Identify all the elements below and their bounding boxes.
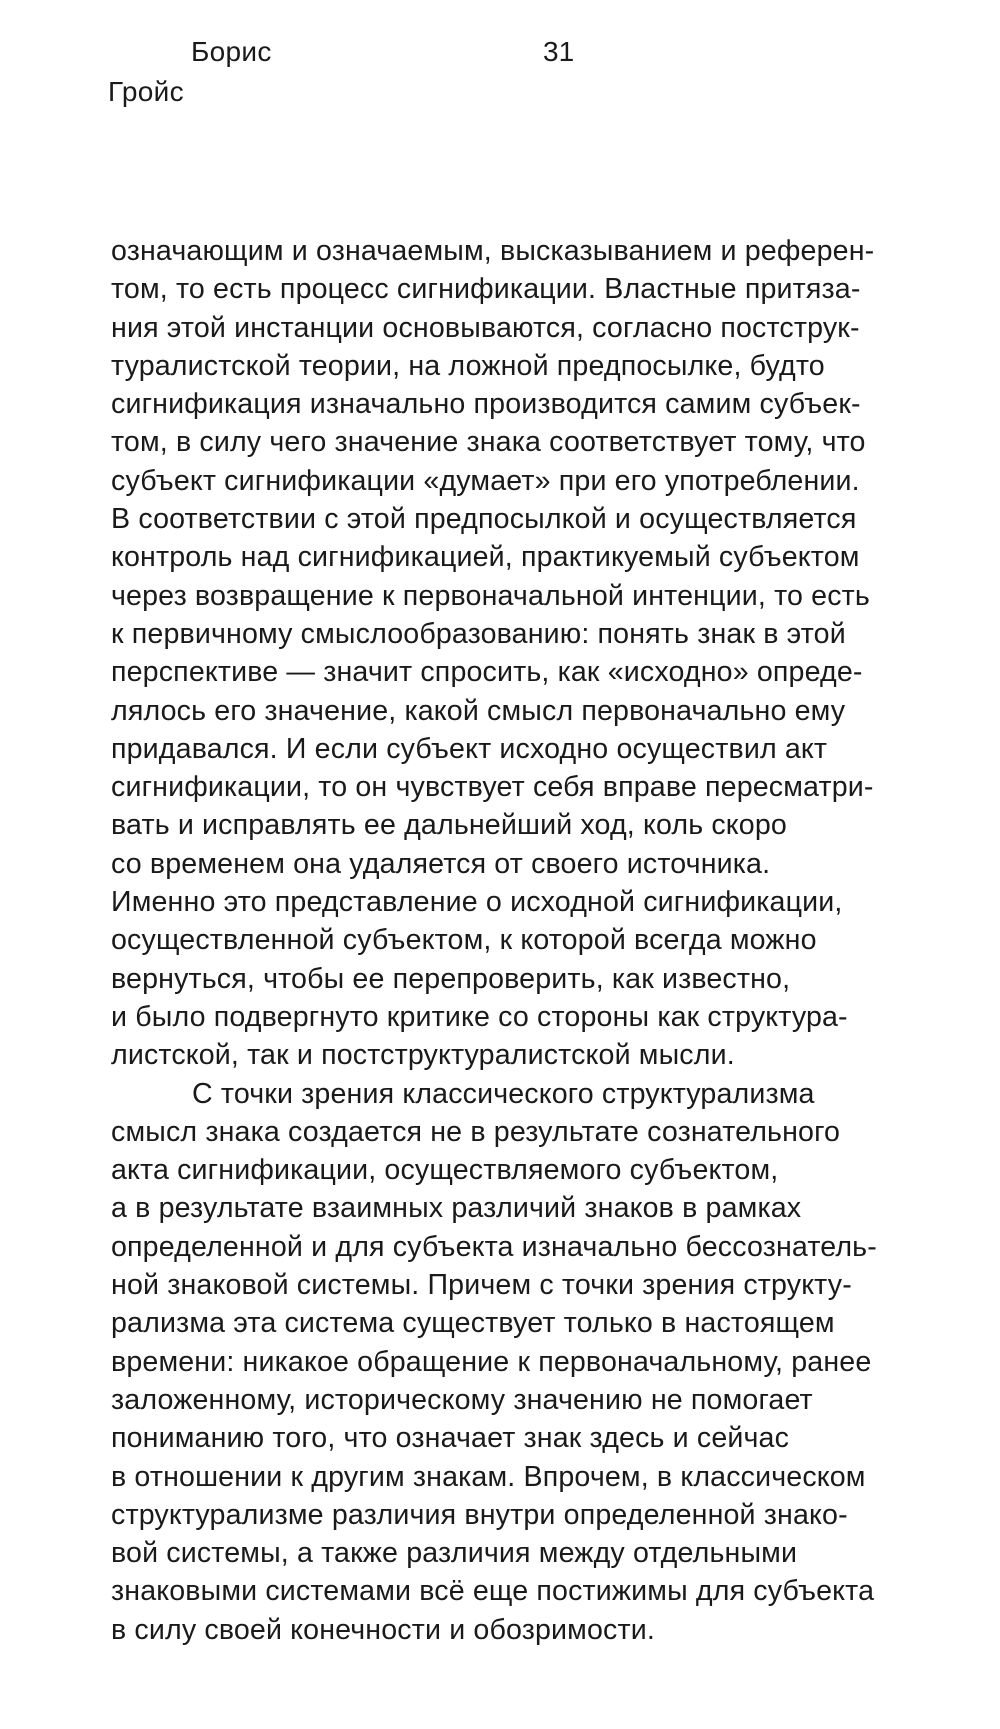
text-line: сигнификация изначально производится самим субъек- xyxy=(111,388,861,421)
text-line: вать и исправлять ее дальнейший ход, коль скоро xyxy=(111,809,787,842)
paragraph-first-line: С точки зрения классического структурализма xyxy=(192,1077,815,1110)
text-line: в силу своей конечности и обозримости. xyxy=(111,1613,655,1646)
text-line: рализма эта система существует только в настоящем xyxy=(111,1307,835,1340)
text-line: вернуться, чтобы ее перепроверить, как известно, xyxy=(111,962,791,995)
page-number: 31 xyxy=(543,36,575,67)
author-first-name: Борис xyxy=(191,36,272,67)
text-line: смысл знака создается не в результате сознательного xyxy=(111,1115,841,1148)
text-line: и было подвергнуто критике со стороны как структура- xyxy=(111,1000,848,1033)
text-line: определенной и для субъекта изначально бессознатель- xyxy=(111,1230,877,1263)
text-line: вой системы, а также различия между отдельными xyxy=(111,1537,798,1570)
text-line: листской, так и постструктуралистской мысли. xyxy=(111,1039,735,1072)
text-line: времени: никакое обращение к первоначальному, ранее xyxy=(111,1345,872,1378)
text-line: структурализме различия внутри определенной знако- xyxy=(111,1498,848,1531)
text-line: к первичному смыслообразованию: понять знак в этой xyxy=(111,617,846,650)
text-line: со временем она удаляется от своего источника. xyxy=(111,847,771,880)
text-line: лялось его значение, какой смысл первоначально ему xyxy=(111,694,846,727)
body-text xyxy=(111,232,941,1649)
text-line: перспективе — значит спросить, как «исходно» опреде- xyxy=(111,656,863,689)
text-line: субъект сигнификации «думает» при его употреблении. xyxy=(111,464,860,497)
text-line: пониманию того, что означает знак здесь и сейчас xyxy=(111,1422,790,1455)
author-last-name: Гройс xyxy=(108,76,184,107)
text-line: туралистской теории, на ложной предпосылке, будто xyxy=(111,349,825,382)
text-line: сигнификации, то он чувствует себя вправе пересматри- xyxy=(111,771,874,804)
text-line: а в результате взаимных различий знаков в рамках xyxy=(111,1192,802,1225)
text-line: означающим и означаемым, высказыванием и референ- xyxy=(111,235,875,267)
text-line: в отношении к другим знакам. Впрочем, в классическом xyxy=(111,1460,866,1493)
text-line: через возвращение к первоначальной интенции, то есть xyxy=(111,579,870,612)
text-line: заложенному, историческому значению не помогает xyxy=(111,1383,813,1416)
text-line: контроль над сигнификацией, практикуемый субъектом xyxy=(111,541,860,574)
text-line: том, то есть процесс сигнификации. Властные притяза- xyxy=(111,273,861,306)
running-head xyxy=(0,0,1000,140)
text-line: осуществленной субъектом, к которой всегда можно xyxy=(111,924,817,957)
text-line: акта сигнификации, осуществляемого субъектом, xyxy=(111,1154,779,1187)
text-line: Именно это представление о исходной сигнификации, xyxy=(111,886,843,919)
text-line: ной знаковой системы. Причем с точки зрения структу- xyxy=(111,1269,852,1302)
text-line: ния этой инстанции основываются, согласно постструк- xyxy=(111,311,860,344)
text-line: придавался. И если субъект исходно осуществил акт xyxy=(111,732,828,765)
text-line: том, в силу чего значение знака соответствует тому, что xyxy=(111,426,866,459)
text-line: В соответствии с этой предпосылкой и осуществляется xyxy=(111,503,857,536)
text-line: знаковыми системами всё еще постижимы для субъекта xyxy=(111,1575,875,1608)
